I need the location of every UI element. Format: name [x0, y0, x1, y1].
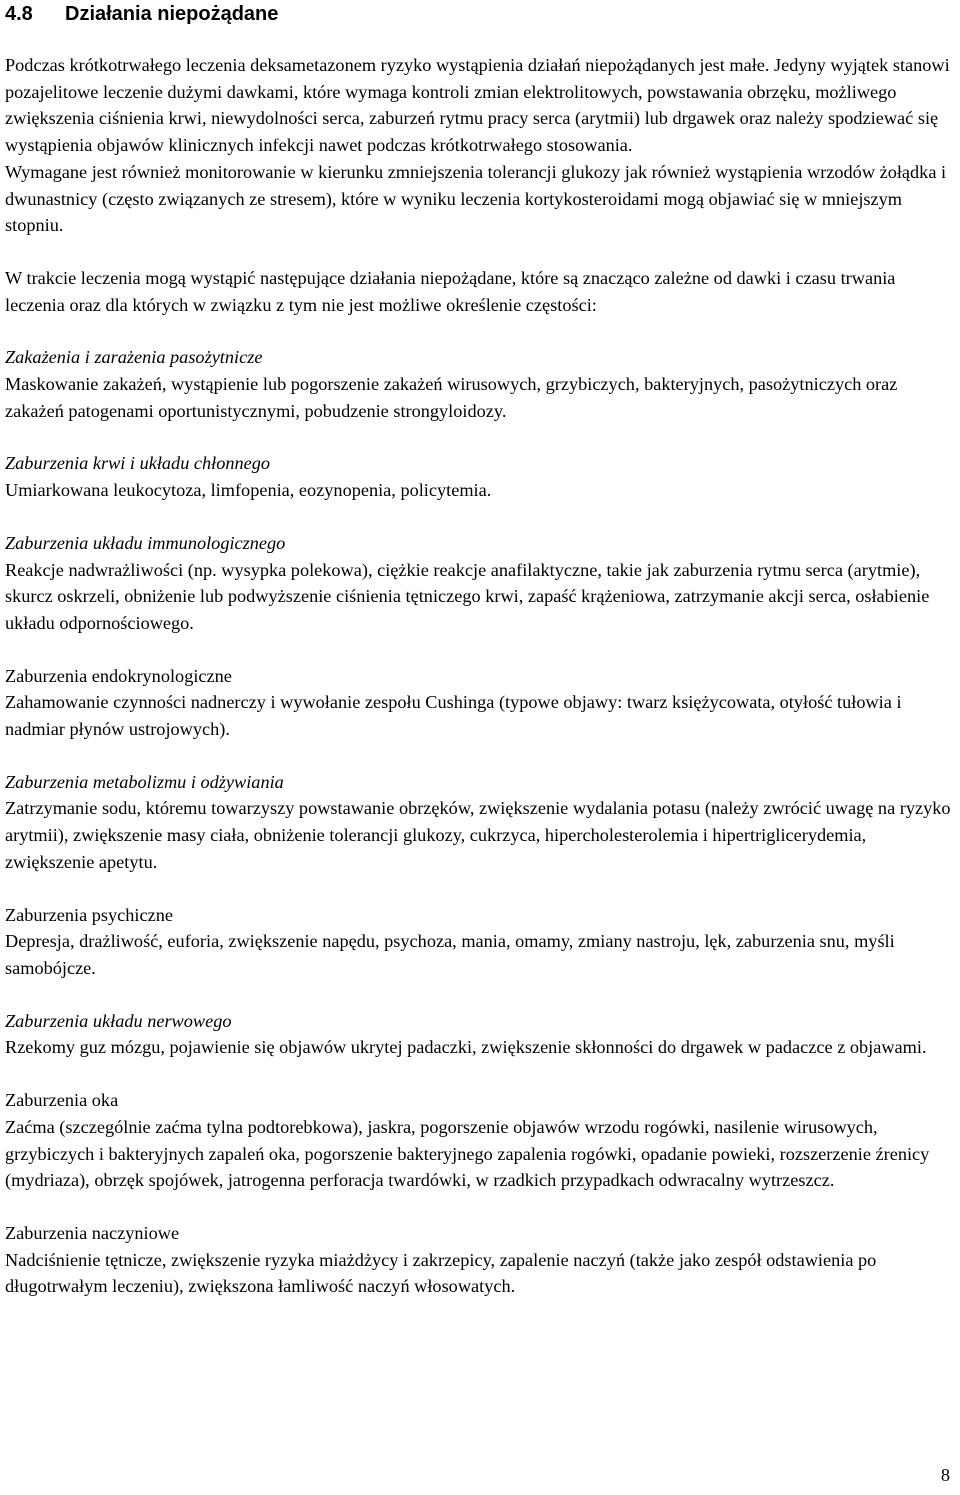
section-psychiatric — [5, 902, 957, 982]
page-number: 8 — [940, 1465, 950, 1485]
section-number: 4.8 — [5, 3, 33, 25]
section-subheading: Zaburzenia krwi i układu chłonnego — [5, 453, 271, 474]
section-subheading: Zaburzenia naczyniowe — [5, 1222, 180, 1243]
section-body: Zaćma (szczególnie zaćma tylna podtorebkowa), jaskra, pogorszenie objawów wrzodu rogówki, nasilenie wirusowych, grzybiczych i bakteryjnych zapaleń oka, pogorszenie bakteryjnego zapalenia rogówki, opadanie powieki, rozszerzenie źrenicy (mydriaza), obrzęk spojówek, jatrogenna perforacja twardówki, w rzadkich przypadkach odwracalny wytrzeszcz. — [5, 1116, 930, 1191]
section-body: Depresja, drażliwość, euforia, zwiększenie napędu, psychoza, mania, omamy, zmiany nastroju, lęk, zaburzenia snu, myśli samobójcze. — [5, 931, 895, 978]
section-body: Rzekomy guz mózgu, pojawienie się objawów ukrytej padaczki, zwiększenie skłonności do drgawek w padaczce z objawami. — [5, 1037, 927, 1058]
section-immune — [5, 530, 957, 637]
section-subheading: Zaburzenia układu nerwowego — [5, 1010, 232, 1031]
section-nervous — [5, 1008, 957, 1061]
section-subheading: Zakażenia i zarażenia pasożytnicze — [5, 347, 263, 368]
section-body: Zahamowanie czynności nadnerczy i wywołanie zespołu Cushinga (typowe objawy: twarz księżycowata, otyłość tułowia i nadmiar płynów ustrojowych). — [5, 692, 902, 740]
section-subheading: Zaburzenia oka — [5, 1090, 119, 1111]
intro-paragraph: Podczas krótkotrwałego leczenia deksametazonem ryzyko wystąpienia działań niepożądanych jest małe. Jedyny wyjątek stanowi pozajelitowe leczenie dużymi dawkami, które wymaga kontroli zmian elektrolitowych, powstawania obrzęku, możliwego zwiększenia ciśnienia krwi, niewydolności serca, zaburzeń rytmu pracy serca (arytmii) lub drgawek oraz należy spodziewać się wystąpienia objawów klinicznych infekcji nawet podczas krótkotrwałego stosowania. — [5, 55, 950, 156]
section-blood — [5, 450, 957, 503]
section-subheading: Zaburzenia metabolizmu i odżywiania — [5, 771, 284, 792]
section-subheading: Zaburzenia psychiczne — [5, 904, 173, 925]
section-metabolism — [5, 769, 957, 876]
frequency-note: W trakcie leczenia mogą wystąpić następujące działania niepożądane, które są znacząco zależne od dawki i czasu trwania leczenia oraz dla których w związku z tym nie jest możliwe określenie częstości: — [5, 267, 896, 315]
section-subheading: Zaburzenia endokrynologiczne — [5, 665, 232, 686]
document-page — [5, 0, 957, 1300]
section-eye — [5, 1087, 957, 1194]
section-body: Zatrzymanie sodu, któremu towarzyszy powstawanie obrzęków, zwiększenie wydalania potasu (należy zwrócić uwagę na ryzyko arytmii), zwiększenie masy ciała, obniżenie tolerancji glukozy, cukrzyca, hipercholesterolemia i hipertriglicerydemia, zwiększenie apetytu. — [5, 798, 951, 872]
monitoring-paragraph: Wymagane jest również monitorowanie w kierunku zmniejszenia tolerancji glukozy jak również wystąpienia wrzodów żołądka i dwunastnicy (często związanych ze stresem), które w wyniku leczenia kortykosteroidami mogą objawiać się w mniejszym stopniu. — [5, 161, 947, 236]
section-vascular — [5, 1220, 957, 1300]
section-infections — [5, 344, 957, 424]
section-title: Działania niepożądane — [65, 3, 279, 25]
section-subheading: Zaburzenia układu immunologicznego — [5, 532, 286, 553]
section-body: Reakcje nadwrażliwości (np. wysypka polekowa), ciężkie reakcje anafilaktyczne, takie jak zaburzenia rytmu serca (arytmie), skurcz oskrzeli, obniżenie lub podwyższenie ciśnienia tętniczego krwi, zapaść krążeniowa, zatrzymanie akcji serca, osłabienie układu odpornościowego. — [5, 559, 930, 633]
section-endocrine — [5, 663, 957, 743]
section-body: Maskowanie zakażeń, wystąpienie lub pogorszenie zakażeń wirusowych, grzybiczych, bakteryjnych, pasożytniczych oraz zakażeń patogenami oportunistycznymi, pobudzenie strongyloidozy. — [5, 374, 898, 421]
section-body: Nadciśnienie tętnicze, zwiększenie ryzyka miażdżycy i zakrzepicy, zapalenie naczyń (także jako zespół odstawienia po długotrwałym leczeniu), zwiększona łamliwość naczyń włosowatych. — [5, 1249, 877, 1297]
section-heading — [5, 2, 957, 26]
section-body: Umiarkowana leukocytoza, limfopenia, eozynopenia, policytemia. — [5, 480, 492, 501]
